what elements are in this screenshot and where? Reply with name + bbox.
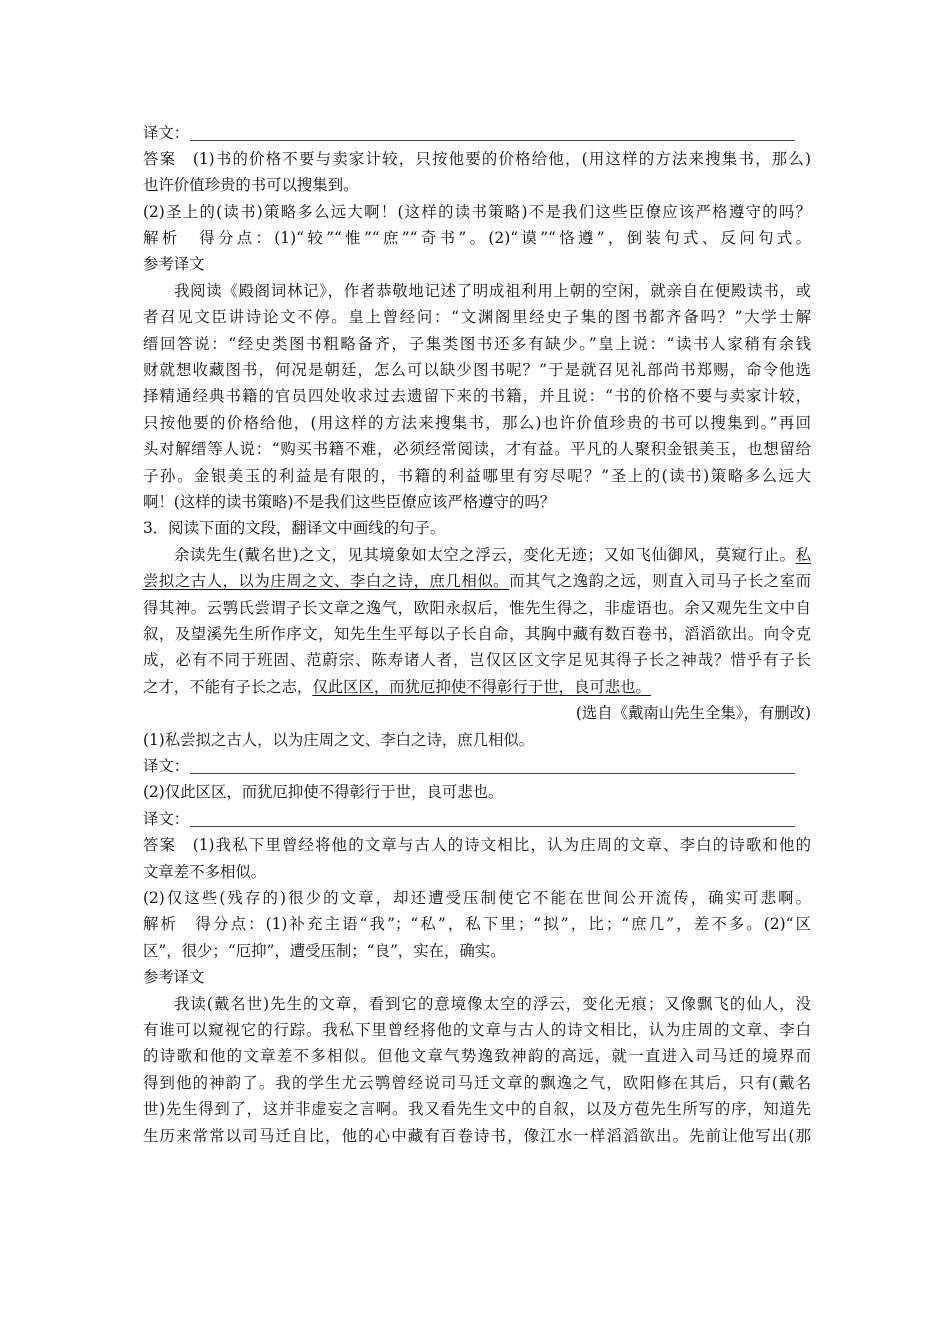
underlined-sentence: 私 — [795, 546, 811, 564]
passage-line — [143, 568, 811, 594]
paragraph-line: 的诗歌和他的文章差不多相似。但他文章气势逸致神韵的高远，就一直进入司马迁的境界而 — [143, 1047, 811, 1065]
analysis-text: 区”，很少；“厄抑”，遭受压制；“良”，实在，确实。 — [143, 942, 506, 960]
translation-label: 译文： — [143, 810, 190, 828]
source-citation: (选自《戴南山先生全集》，有删改) — [575, 704, 811, 722]
answer-text: 也许价值珍贵的书可以搜集到。 — [143, 176, 359, 194]
underlined-sentence: 仅此区区，而犹厄抑使不得彰行于世，良可悲也。 — [312, 678, 651, 696]
passage-text: 余读先生(戴名世)之文，见其境象如太空之浮云，变化无迹；又如飞仙御风，莫窥行止。 — [174, 546, 796, 564]
paragraph-line: 财就想收藏图书，何况是朝廷，怎么可以缺少图书呢？”于是就召见礼部尚书郑赐，命令他选 — [143, 361, 811, 379]
question-item: (1)私尝拟之古人，以为庄周之文、李白之诗，庶几相似。 — [143, 731, 535, 749]
passage-text: 而其气之逸韵之远，则直入司马子长之室而 — [509, 572, 811, 590]
question-heading: 3．阅读下面的文段，翻译文中画线的句子。 — [143, 519, 446, 537]
analysis-text: 解析 得分点：(1)“较”“惟”“庶”“奇书”。(2)“谟”“恪遵”，倒装句式、反问句式。 — [143, 229, 811, 247]
section-heading: 参考译文 — [143, 255, 205, 273]
paragraph-line: 只按他要的价格给他，(用这样的方法来搜集书，那么)也许价值珍贵的书可以搜集到。”再回 — [143, 414, 811, 432]
answer-text: 答案 (1)我私下里曾经将他的文章与古人的诗文相比，认为庄周的文章、李白的诗歌和他的 — [143, 836, 811, 854]
question-item: (2)仅此区区，而犹厄抑使不得彰行于世，良可悲也。 — [143, 783, 504, 801]
paragraph-line: 头对解缙等人说：“购买书籍不难，必须经常阅读，才有益。平凡的人聚积金银美玉，也想留给 — [143, 440, 811, 458]
paragraph-line: 子孙。金银美玉的利益是有限的，书籍的利益哪里有穷尽呢？”圣上的(读书)策略多么远大 — [143, 467, 811, 485]
passage-line: 叙，及望溪先生所作序文，知先生生平每以子长自命，其胸中藏有数百卷书，滔滔欲出。向令克 — [143, 625, 811, 643]
paragraph-line: 我读(戴名世)先生的文章，看到它的意境像太空的浮云，变化无痕；又像飘飞的仙人，没 — [174, 995, 811, 1013]
passage-text: 之才，不能有子长之志， — [143, 678, 313, 696]
paragraph-line: 择精通经典书籍的官员四处收求过去遗留下来的书籍，并且说：“书的价格不要与卖家计较， — [143, 387, 811, 405]
passage-line — [174, 542, 811, 568]
paragraph-line: 我阅读《殿阁词林记》，作者恭敬地记述了明成祖利用上朝的空闲，就亲自在便殿读书，或 — [174, 282, 811, 300]
paragraph-line: 得到他的神韵了。我的学生尤云鹗曾经说司马迁文章的飘逸之气，欧阳修在其后，只有(戴名 — [143, 1074, 811, 1092]
paragraph-line: 生历来常常以司马迁自比，他的心中藏有百卷诗书，像江水一样滔滔欲出。先前让他写出(那 — [143, 1127, 811, 1145]
section-heading: 参考译文 — [143, 968, 205, 986]
answer-blank-line — [190, 773, 795, 774]
answer-text: 答案 (1)书的价格不要与卖家计较，只按他要的价格给他，(用这样的方法来搜集书，那么) — [143, 150, 811, 168]
paragraph-line: 啊！(这样的读书策略)不是我们这些臣僚应该严格遵守的吗？ — [143, 493, 556, 511]
answer-text: 文章差不多相似。 — [143, 863, 267, 881]
analysis-text: 解析 得分点：(1)补充主语“我”；“私”，私下里；“拟”，比；“庶几”，差不多。(2)“区 — [143, 915, 811, 933]
translation-label: 译文： — [143, 757, 190, 775]
paragraph-line: 有谁可以窥视它的行踪。我私下里曾经将他的文章与古人的诗文相比，认为庄周的文章、李白 — [143, 1021, 811, 1039]
answer-text: (2)仅这些(残存的)很少的文章，却还遭受压制使它不能在世间公开流传，确实可悲啊。 — [143, 889, 811, 907]
answer-blank-line — [190, 826, 795, 827]
paragraph-line: 缙回答说：“经史类图书粗略备齐，子集类图书还多有缺少。”皇上说：“读书人家稍有余钱 — [143, 335, 811, 353]
answer-text: (2)圣上的(读书)策略多么远大啊！(这样的读书策略)不是我们这些臣僚应该严格遵守的吗？ — [143, 203, 811, 221]
paragraph-line: 世)先生得到了，这并非虚妄之言啊。我又看先生文中的自叙，以及方苞先生所写的序，知道先 — [143, 1100, 811, 1118]
answer-blank-line — [190, 140, 795, 141]
translation-label: 译文： — [143, 124, 190, 142]
passage-line — [143, 674, 811, 700]
passage-line: 得其神。云鹗氏尝谓子长文章之逸气，欧阳永叔后，惟先生得之，非虚语也。余又观先生文中自 — [143, 599, 811, 617]
paragraph-line: 者召见文臣讲诗论文不停。皇上曾经问：“文渊阁里经史子集的图书都齐备吗？”大学士解 — [143, 308, 811, 326]
passage-line: 成，必有不同于班固、范蔚宗、陈寿诸人者，岂仅区区文字足见其得子长之神哉？惜乎有子长 — [143, 651, 811, 669]
underlined-sentence: 尝拟之古人，以为庄周之文、李白之诗，庶几相似。 — [143, 572, 510, 590]
